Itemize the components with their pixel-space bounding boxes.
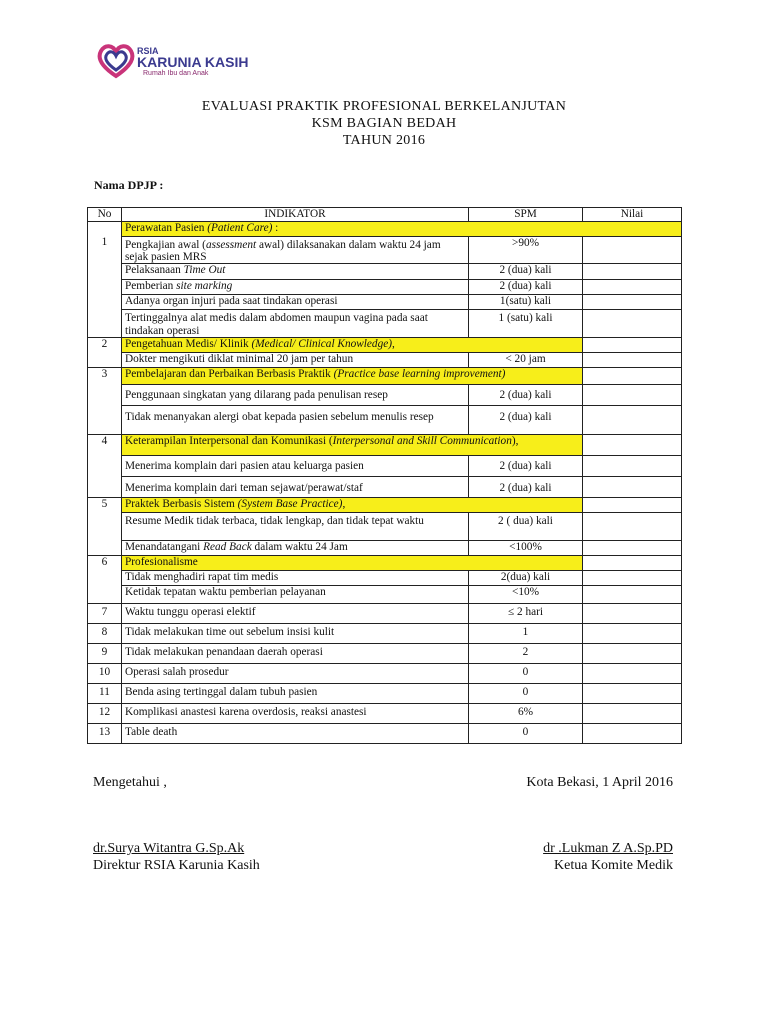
left-signatory-name: dr.Surya Witantra G.Sp.Ak: [93, 841, 245, 856]
document-title: EVALUASI PRAKTIK PROFESIONAL BERKELANJUTAN: [201, 99, 567, 114]
indicator-text: Table death: [122, 723, 469, 743]
header-spm: SPM: [469, 208, 583, 222]
section-row: [88, 367, 682, 384]
table-row: [88, 352, 682, 367]
indicator-text: Pemberian site marking: [122, 280, 469, 295]
right-signatory-name: dr .Lukman Z A.Sp.PD: [543, 841, 673, 856]
nilai-cell[interactable]: [583, 352, 682, 367]
nilai-cell[interactable]: [583, 540, 682, 555]
indicator-text: Komplikasi anastesi karena overdosis, reaksi anastesi: [122, 703, 469, 723]
spm-value: 1(satu) kali: [469, 295, 583, 310]
nilai-cell[interactable]: [583, 663, 682, 683]
table-row: [88, 384, 682, 405]
table-row: [88, 603, 682, 623]
table-row: [88, 703, 682, 723]
table-row: [88, 280, 682, 295]
table-row: [88, 237, 682, 264]
spm-value: ≤ 2 hari: [469, 603, 583, 623]
spm-value: 1: [469, 623, 583, 643]
header-indikator: INDIKATOR: [122, 208, 469, 222]
nilai-cell[interactable]: [583, 683, 682, 703]
section-row: [88, 555, 682, 570]
logo-tagline: Rumah Ibu dan Anak: [143, 70, 209, 77]
nilai-cell[interactable]: [583, 512, 682, 540]
indicator-text: Resume Medik tidak terbaca, tidak lengkap, dan tidak tepat waktu: [122, 512, 469, 540]
nilai-cell[interactable]: [583, 367, 682, 384]
table-row: [88, 455, 682, 476]
section-title: Keterampilan Interpersonal dan Komunikasi (Interpersonal and Skill Communication),: [122, 434, 583, 455]
row-number: 6: [88, 555, 122, 603]
row-number: 10: [88, 663, 122, 683]
indicator-text: Tidak menghadiri rapat tim medis: [122, 570, 469, 585]
nama-dpjp-label: Nama DPJP :: [94, 178, 164, 192]
spm-value: < 20 jam: [469, 352, 583, 367]
heart-logo-icon: [95, 40, 137, 82]
nilai-cell[interactable]: [583, 434, 682, 455]
nilai-cell[interactable]: [583, 264, 682, 280]
table-row: [88, 476, 682, 497]
row-number: 9: [88, 643, 122, 663]
table-row: [88, 585, 682, 603]
document-subtitle: KSM BAGIAN BEDAH: [311, 116, 457, 131]
nilai-cell[interactable]: [583, 703, 682, 723]
indicator-text: Menandatangani Read Back dalam waktu 24 Jam: [122, 540, 469, 555]
spm-value: 2 (dua) kali: [469, 280, 583, 295]
table-row: [88, 264, 682, 280]
nilai-cell[interactable]: [583, 723, 682, 743]
table-row: [88, 295, 682, 310]
spm-value: 1 (satu) kali: [469, 310, 583, 337]
place-date: Kota Bekasi, 1 April 2016: [526, 775, 673, 790]
indicator-text: Tidak melakukan penandaan daerah operasi: [122, 643, 469, 663]
row-number: 4: [88, 434, 122, 497]
indicator-text: Benda asing tertinggal dalam tubuh pasien: [122, 683, 469, 703]
row-number: 3: [88, 367, 122, 434]
indicator-text: Menerima komplain dari teman sejawat/perawat/staf: [122, 476, 469, 497]
indicator-text: Tidak melakukan time out sebelum insisi kulit: [122, 623, 469, 643]
indicator-text: Adanya organ injuri pada saat tindakan operasi: [122, 295, 469, 310]
nilai-cell[interactable]: [583, 497, 682, 512]
nilai-cell[interactable]: [583, 643, 682, 663]
section-title: Pengetahuan Medis/ Klinik (Medical/ Clinical Knowledge),: [122, 337, 583, 352]
table-row: [88, 663, 682, 683]
nilai-cell[interactable]: [583, 585, 682, 603]
row-number: 12: [88, 703, 122, 723]
nilai-cell[interactable]: [583, 295, 682, 310]
spm-value: 2 (dua) kali: [469, 264, 583, 280]
nilai-cell[interactable]: [583, 570, 682, 585]
spm-value: <10%: [469, 585, 583, 603]
table-row: [88, 540, 682, 555]
nilai-cell[interactable]: [583, 384, 682, 405]
indicator-text: Ketidak tepatan waktu pemberian pelayanan: [122, 585, 469, 603]
spm-value: 2 (dua) kali: [469, 476, 583, 497]
row-number: 5: [88, 497, 122, 555]
header-nilai: Nilai: [583, 208, 682, 222]
row-number: 1: [88, 222, 122, 338]
nilai-cell[interactable]: [583, 337, 682, 352]
nilai-cell[interactable]: [583, 455, 682, 476]
indicator-text: Pengkajian awal (assessment awal) dilaksanakan dalam waktu 24 jam sejak pasien MRS: [122, 237, 469, 264]
indicator-text: Dokter mengikuti diklat minimal 20 jam per tahun: [122, 352, 469, 367]
nilai-cell[interactable]: [583, 310, 682, 337]
table-row: [88, 683, 682, 703]
section-row: [88, 337, 682, 352]
nilai-cell[interactable]: [583, 280, 682, 295]
table-row: [88, 643, 682, 663]
left-signatory-title: Direktur RSIA Karunia Kasih: [93, 858, 260, 873]
row-number: 7: [88, 603, 122, 623]
table-row: [88, 405, 682, 434]
spm-value: 0: [469, 663, 583, 683]
spm-value: 2 (dua) kali: [469, 384, 583, 405]
spm-value: >90%: [469, 237, 583, 264]
indicator-text: Tertinggalnya alat medis dalam abdomen maupun vagina pada saat tindakan operasi: [122, 310, 469, 337]
spm-value: 2 ( dua) kali: [469, 512, 583, 540]
table-row: [88, 310, 682, 337]
mengetahui-label: Mengetahui ,: [93, 775, 167, 790]
logo-text-rsia: RSIA: [137, 46, 159, 56]
row-number: 11: [88, 683, 122, 703]
nilai-cell[interactable]: [583, 603, 682, 623]
spm-value: 0: [469, 723, 583, 743]
indicator-text: Waktu tunggu operasi elektif: [122, 603, 469, 623]
section-title: Perawatan Pasien (Patient Care) :: [122, 222, 682, 237]
row-number: 13: [88, 723, 122, 743]
table-row: [88, 623, 682, 643]
spm-value: <100%: [469, 540, 583, 555]
section-title: Pembelajaran dan Perbaikan Berbasis Praktik (Practice base learning improvement): [122, 367, 583, 384]
evaluation-table: [87, 207, 682, 744]
spm-value: 2 (dua) kali: [469, 455, 583, 476]
row-number: 8: [88, 623, 122, 643]
section-row: [88, 222, 682, 237]
spm-value: 6%: [469, 703, 583, 723]
indicator-text: Tidak menanyakan alergi obat kepada pasien sebelum menulis resep: [122, 405, 469, 434]
indicator-text: Menerima komplain dari pasien atau keluarga pasien: [122, 455, 469, 476]
logo-text-name: KARUNIA KASIH: [137, 54, 249, 70]
nilai-cell[interactable]: [583, 555, 682, 570]
document-year: TAHUN 2016: [342, 133, 426, 148]
indicator-text: Pelaksanaan Time Out: [122, 264, 469, 280]
nilai-cell[interactable]: [583, 623, 682, 643]
spm-value: 2(dua) kali: [469, 570, 583, 585]
table-header-row: [88, 208, 682, 222]
nilai-cell[interactable]: [583, 405, 682, 434]
indicator-text: Penggunaan singkatan yang dilarang pada penulisan resep: [122, 384, 469, 405]
nilai-cell[interactable]: [583, 237, 682, 264]
section-title: Profesionalisme: [122, 555, 583, 570]
nilai-cell[interactable]: [583, 476, 682, 497]
indicator-text: Operasi salah prosedur: [122, 663, 469, 683]
table-row: [88, 723, 682, 743]
section-row: [88, 434, 682, 455]
spm-value: 0: [469, 683, 583, 703]
spm-value: 2 (dua) kali: [469, 405, 583, 434]
section-row: [88, 497, 682, 512]
section-title: Praktek Berbasis Sistem (System Base Practice),: [122, 497, 583, 512]
table-row: [88, 570, 682, 585]
table-row: [88, 512, 682, 540]
header-no: No: [88, 208, 122, 222]
hospital-logo: [95, 40, 255, 82]
spm-value: 2: [469, 643, 583, 663]
right-signatory-title: Ketua Komite Medik: [554, 858, 673, 873]
row-number: 2: [88, 337, 122, 367]
